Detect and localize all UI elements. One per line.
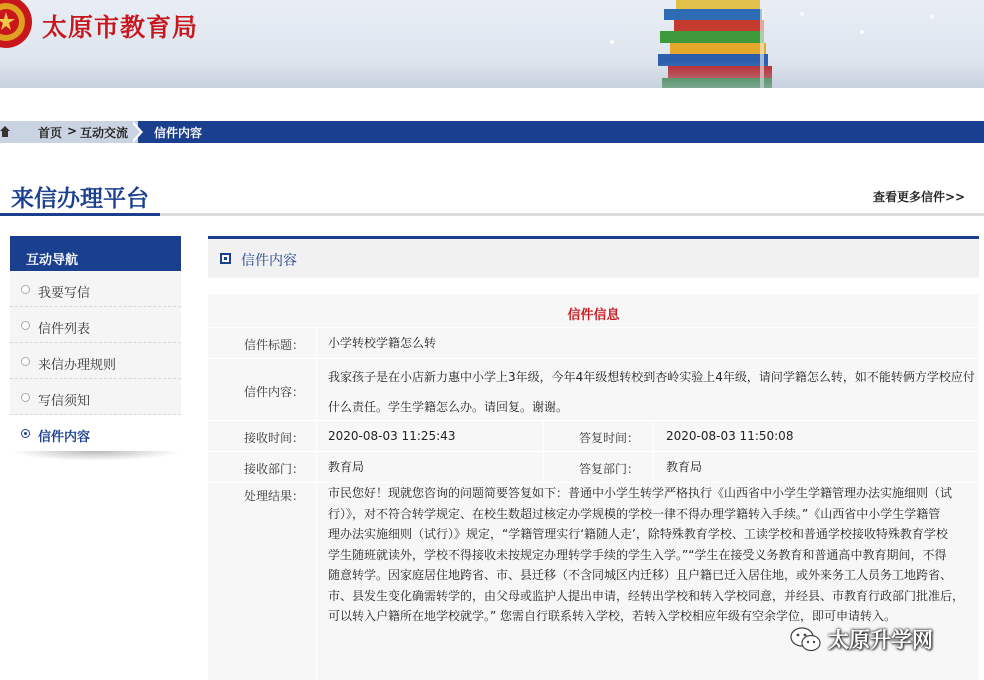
reply-dept-value: 教育局 <box>666 460 703 474</box>
received-time-value: 2020-08-03 11:25:43 <box>328 429 456 443</box>
reply-time-label: 答复时间： <box>578 431 639 445</box>
result-text <box>328 483 976 627</box>
title-divider-accent <box>0 213 160 216</box>
site-title: 太原市教育局 <box>42 13 199 42</box>
letter-content-row <box>208 358 979 420</box>
sidebar-item-label: 我要写信 <box>38 286 91 301</box>
watermark-text: 太原升学网 <box>828 628 933 652</box>
square-bullet-icon <box>220 253 231 264</box>
letter-title-label: 信件标题： <box>243 338 304 352</box>
sidebar-heading: 互动导航 <box>10 236 181 271</box>
site-header <box>0 0 984 88</box>
breadcrumb-home-link[interactable]: 首页 <box>38 126 63 140</box>
circle-bullet-icon <box>21 357 30 366</box>
breadcrumb-current: 信件内容 <box>154 126 203 140</box>
sidebar-item-label: 信件内容 <box>38 430 91 445</box>
result-line: 理办法实施细则（试行）》规定，“学籍管理实行‘籍随人走’，除特殊教育学校、工读学校和普通学校接收特殊教育学校 <box>328 527 948 541</box>
circle-bullet-icon <box>21 429 30 438</box>
letter-info-title: 信件信息 <box>567 308 620 323</box>
result-line: 可以转入户籍所在地学校就学。” 您需自行联系转入学校，若转入学校相应年级有空余学位，即可申请转入。 <box>328 609 897 623</box>
page-title: 来信办理平台 <box>11 186 149 212</box>
sidebar-item-label: 信件列表 <box>38 322 91 337</box>
watermark <box>790 620 984 660</box>
sidebar-item-rules[interactable] <box>10 343 181 379</box>
breadcrumb-section-link[interactable]: 互动交流 <box>80 126 129 140</box>
sidebar-item-letter-content[interactable] <box>10 415 181 451</box>
reply-dept-label: 答复部门： <box>578 462 639 476</box>
received-dept-value: 教育局 <box>328 460 365 474</box>
result-line: 行）》，对不符合转学规定、在校生数超过核定办学规模的学校一律不得办理学籍转入手续。”《山西省中小学生学籍管 <box>328 506 941 521</box>
letter-content-value: 我家孩子是在小店新力惠中小学上3年级，今年4年级想转校到杏岭实验上4年级，请问学籍怎么转，如不能转俩方学校应付什么责任。学生学籍怎么办。请回复。谢谢。 <box>328 370 975 414</box>
letter-title-row <box>208 327 979 358</box>
sidebar-item-write-letter[interactable] <box>10 271 181 307</box>
result-label: 处理结果： <box>243 489 304 503</box>
result-line: 市民您好！现就您咨询的问题简要答复如下：普通中小学生转学严格执行《山西省中小学生学籍管理办法实施细则（试 <box>328 486 953 500</box>
more-letters-link[interactable]: 查看更多信件>> <box>873 190 966 204</box>
reply-time-value: 2020-08-03 11:50:08 <box>666 429 794 443</box>
national-emblem-icon <box>0 0 32 58</box>
sidebar-item-label: 写信须知 <box>38 394 91 409</box>
sidebar-item-notice[interactable] <box>10 379 181 415</box>
sidebar-nav <box>10 236 181 461</box>
result-line: 学生随班就读外，学校不得接收未按规定办理转学手续的学生入学。”“学生在接受义务教育和普通高中教育期间，不得 <box>328 547 947 562</box>
letter-title-value: 小学转校学籍怎么转 <box>328 336 437 350</box>
content-header <box>208 236 979 278</box>
time-row <box>208 420 979 451</box>
letter-content-label: 信件内容： <box>243 385 304 399</box>
breadcrumb-separator: > <box>67 124 78 138</box>
circle-bullet-icon <box>21 285 30 294</box>
received-time-label: 接收时间： <box>243 431 304 445</box>
received-dept-label: 接收部门： <box>243 462 304 476</box>
result-line: 随意转学。因家庭居住地跨省、市、县迁移（不含同城区内迁移）且户籍已迁入居住地，或外来务工人员务工地跨省、 <box>328 568 953 582</box>
result-line: 市、县发生变化确需转学的，由父母或监护人提出申请，经转出学校和转入学校同意，并经县、市教育行政部门批准后， <box>328 588 965 603</box>
department-row <box>208 451 979 482</box>
home-icon[interactable] <box>0 126 10 137</box>
sidebar-item-label: 来信办理规则 <box>38 358 117 373</box>
circle-bullet-icon <box>21 321 30 330</box>
sidebar-item-letter-list[interactable] <box>10 307 181 343</box>
breadcrumb <box>0 121 984 143</box>
circle-bullet-icon <box>21 393 30 402</box>
wechat-icon <box>790 626 822 654</box>
content-header-label: 信件内容 <box>241 253 297 269</box>
